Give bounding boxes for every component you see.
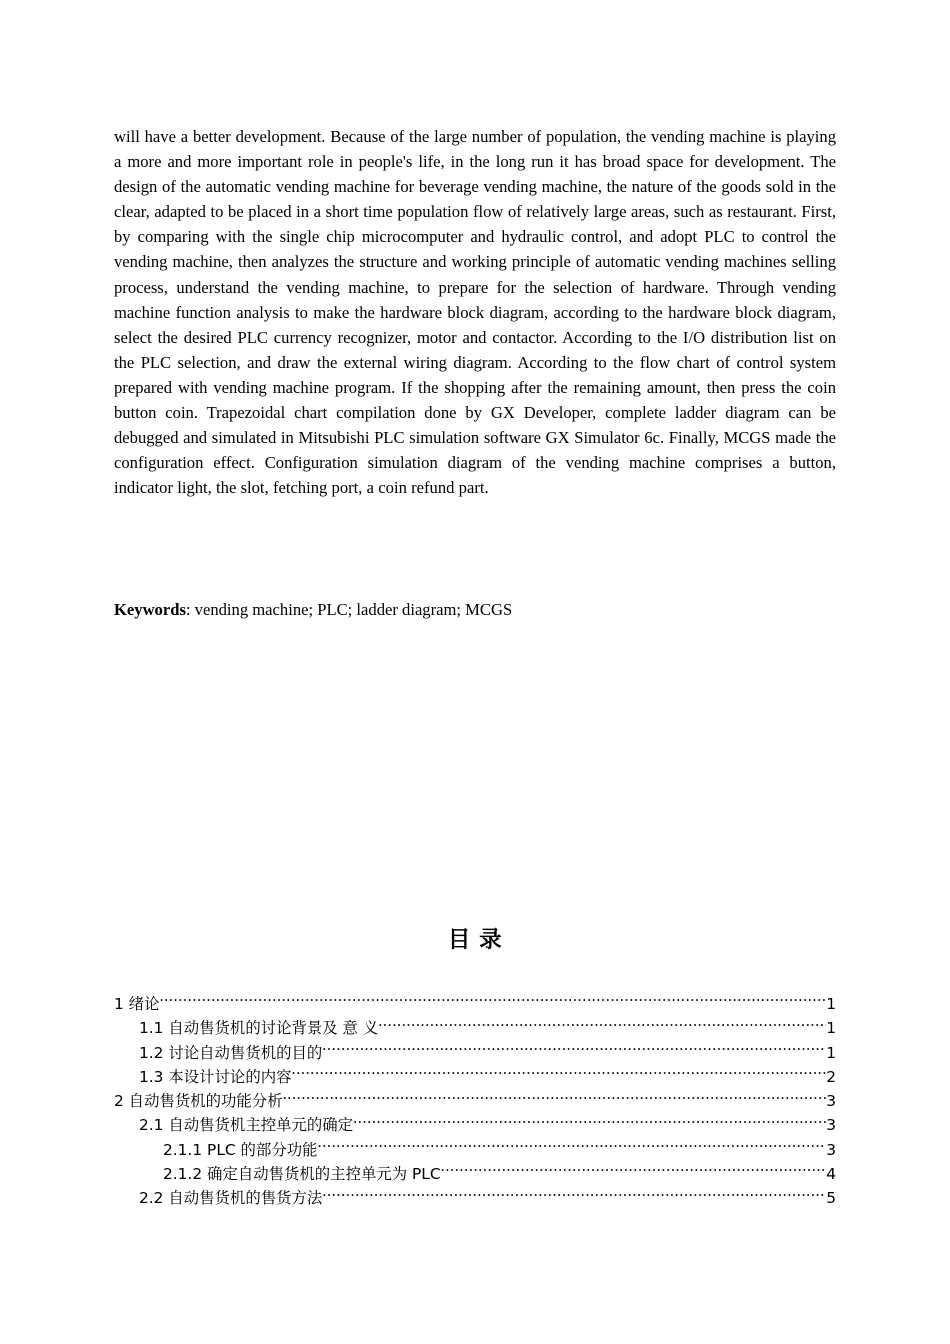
abstract-section bbox=[114, 124, 836, 500]
toc-dot-leader bbox=[441, 1163, 827, 1179]
toc-entry[interactable] bbox=[114, 992, 836, 1016]
toc-entry[interactable] bbox=[114, 1065, 836, 1089]
toc-entry-label: 2 自动售货机的功能分析 bbox=[114, 1092, 283, 1111]
toc-entry[interactable] bbox=[114, 1162, 836, 1186]
toc-entry-page-number: 3 bbox=[826, 1140, 836, 1159]
toc-entry-page-number: 3 bbox=[826, 1116, 836, 1135]
toc-entry[interactable] bbox=[114, 1041, 836, 1065]
keywords-label: Keywords bbox=[114, 600, 186, 619]
toc-entry-label: 2.2 自动售货机的售货方法 bbox=[139, 1189, 323, 1208]
keywords-line bbox=[114, 597, 836, 622]
toc-entry[interactable] bbox=[114, 1138, 836, 1162]
toc-entry-page-number: 1 bbox=[826, 1019, 836, 1038]
toc-entry-page-number: 5 bbox=[826, 1189, 836, 1208]
toc-dot-leader bbox=[322, 1041, 826, 1057]
toc-entry-label: 2.1.1 PLC 的部分功能 bbox=[163, 1140, 318, 1159]
toc-dot-leader bbox=[159, 993, 826, 1009]
abstract-paragraph: will have a better development. Because of the large number of population, the vending machine is playing a more and more important role in people's life, in the long run it has broad space for development. The design of the automatic vending machine for beverage vending machine, the nature of the goods sold in the clear, adapted to be placed in a short time population flow of relatively large areas, such as restaurant. First, by comparing with the single chip microcomputer and hydraulic control, and adopt PLC to control the vending machine, then analyzes the structure and working principle of automatic vending machines selling process, understand the vending machine, to prepare for the selection of hardware. Through vending machine function analysis to make the hardware block diagram, according to the hardware block diagram, select the desired PLC currency recognizer, motor and contactor. According to the I/O distribution list on the PLC selection, and draw the external wiring diagram. According to the flow chart of control system prepared with vending machine program. If the shopping after the remaining amount, then press the coin button coin. Trapezoidal chart compilation done by GX Developer, complete ladder diagram can be debugged and simulated in Mitsubishi PLC simulation software GX Simulator 6c. Finally, MCGS made the configuration effect. Configuration simulation diagram of the vending machine comprises a button, indicator light, the slot, fetching port, a coin refund part. bbox=[114, 127, 836, 498]
toc-entry[interactable] bbox=[114, 1186, 836, 1210]
toc-dot-leader bbox=[353, 1114, 826, 1130]
toc-entry-label: 1.2 讨论自动售货机的目的 bbox=[139, 1043, 323, 1062]
toc-dot-leader bbox=[322, 1187, 826, 1203]
toc-entry[interactable] bbox=[114, 1113, 836, 1137]
keywords-value: : vending machine; PLC; ladder diagram; MCGS bbox=[185, 600, 513, 619]
toc-entry-page-number: 1 bbox=[826, 1043, 836, 1062]
toc-dot-leader bbox=[283, 1090, 827, 1106]
toc-entry-label: 2.1 自动售货机主控单元的确定 bbox=[139, 1116, 354, 1135]
toc-entry[interactable] bbox=[114, 1089, 836, 1113]
toc-entry-label: 2.1.2 确定自动售货机的主控单元为 PLC bbox=[163, 1165, 441, 1184]
toc-entry-label: 1.3 本设计讨论的内容 bbox=[139, 1067, 292, 1086]
toc-entry[interactable] bbox=[114, 1016, 836, 1040]
toc-entry-page-number: 2 bbox=[826, 1067, 836, 1086]
toc-entry-page-number: 4 bbox=[826, 1165, 836, 1184]
toc-heading: 目 录 bbox=[447, 927, 503, 953]
table-of-contents bbox=[114, 992, 836, 1211]
toc-dot-leader bbox=[318, 1138, 827, 1154]
toc-entry-page-number: 1 bbox=[826, 995, 836, 1013]
toc-entry-label: 1.1 自动售货机的讨论背景及 意 义 bbox=[139, 1019, 379, 1038]
toc-dot-leader bbox=[378, 1017, 826, 1033]
toc-entry-page-number: 3 bbox=[826, 1092, 836, 1111]
toc-entry-label: 1 绪论 bbox=[114, 995, 160, 1013]
toc-dot-leader bbox=[292, 1066, 827, 1082]
